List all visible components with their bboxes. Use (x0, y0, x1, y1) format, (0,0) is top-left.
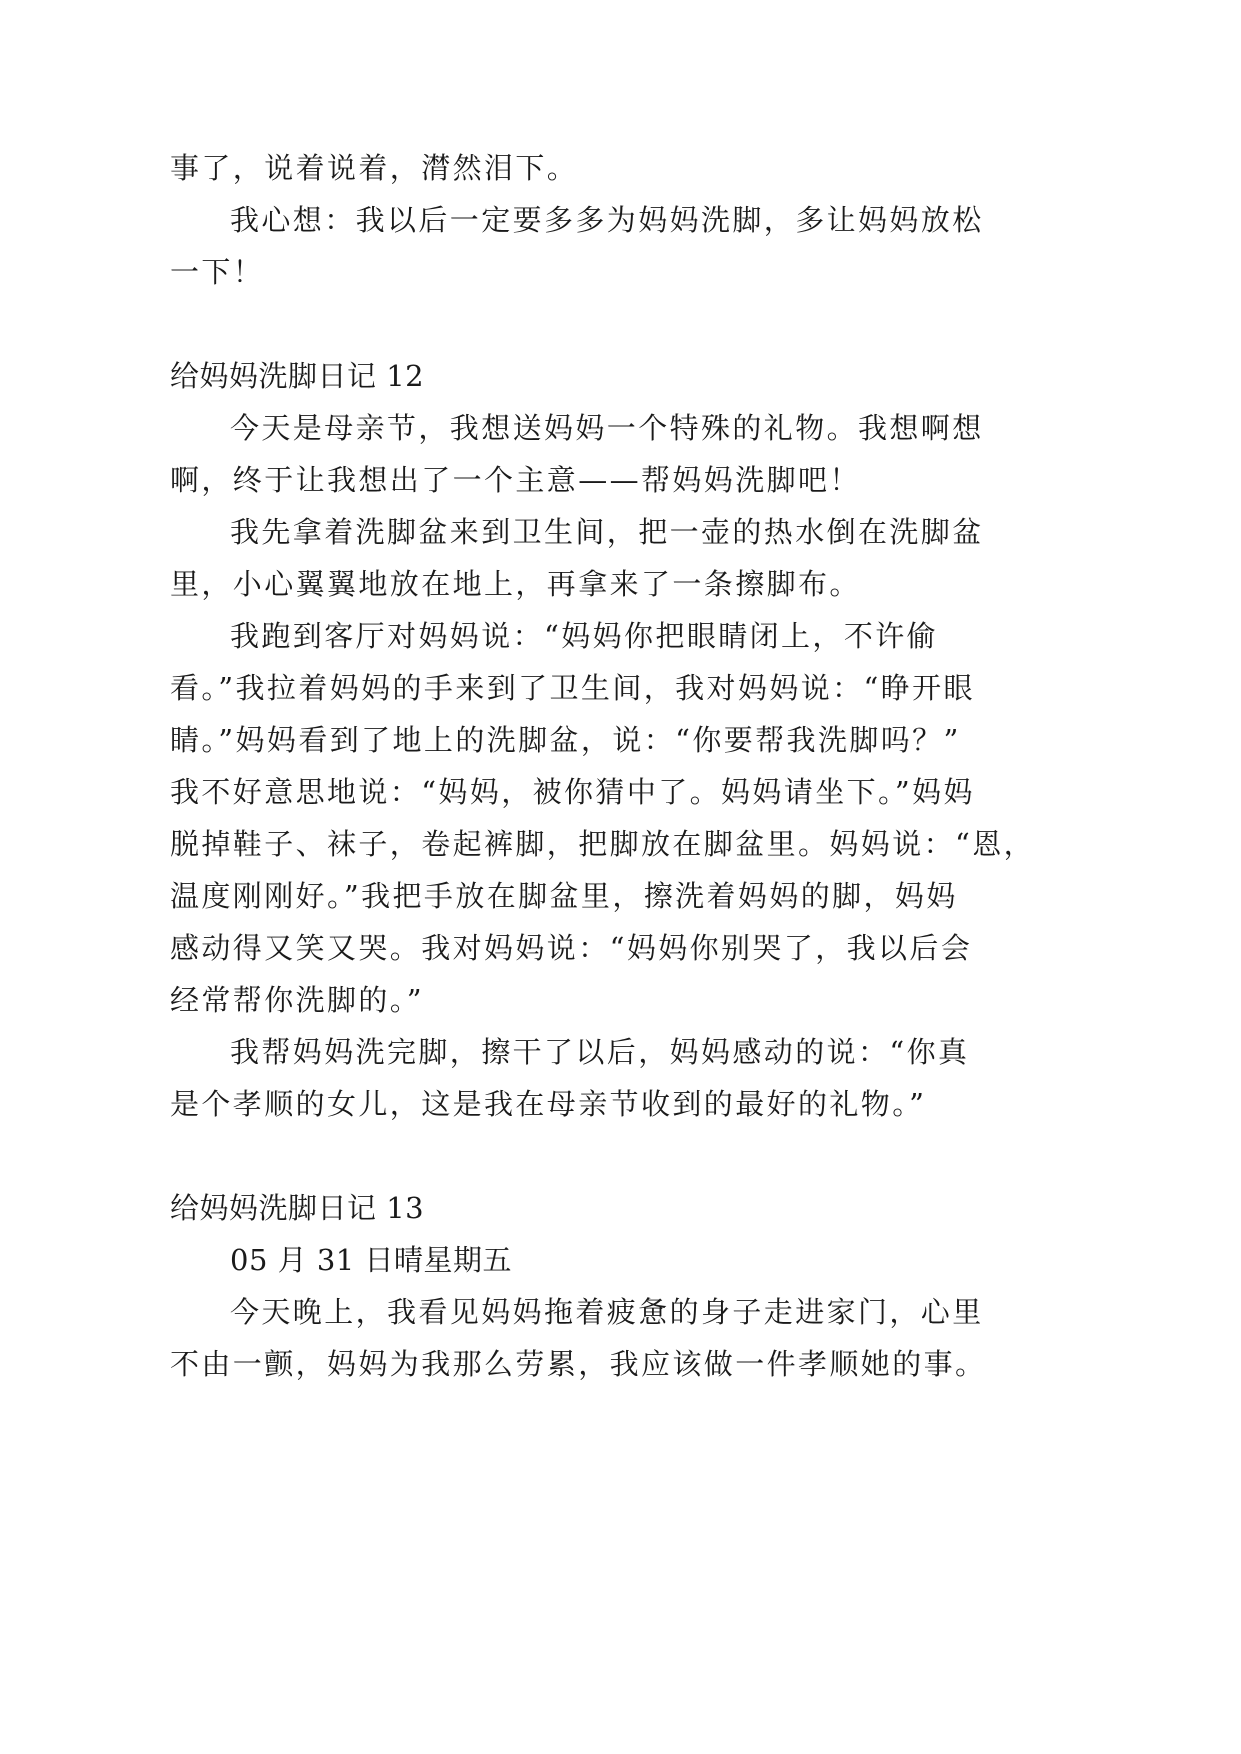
paragraph-line: 我不好意思地说：“妈妈，被你猜中了。妈妈请坐下。”妈妈 (170, 775, 975, 809)
paragraph-line: 经常帮你洗脚的。” (170, 983, 424, 1017)
paragraph-line: 我先拿着洗脚盆来到卫生间，把一壶的热水倒在洗脚盆 (230, 515, 984, 549)
paragraph-line: 看。”我拉着妈妈的手来到了卫生间，我对妈妈说：“睁开眼 (170, 671, 975, 705)
paragraph-line: 我跑到客厅对妈妈说：“妈妈你把眼睛闭上，不许偷 (230, 619, 939, 653)
paragraph-line: 我心想：我以后一定要多多为妈妈洗脚，多让妈妈放松 (230, 203, 984, 237)
paragraph-line: 事了，说着说着，潸然泪下。 (170, 151, 579, 185)
paragraph-line: 里，小心翼翼地放在地上，再拿来了一条擦脚布。 (170, 567, 861, 601)
paragraph-line: 我帮妈妈洗完脚，擦干了以后，妈妈感动的说：“你真 (230, 1035, 970, 1069)
paragraph-line: 是个孝顺的女儿，这是我在母亲节收到的最好的礼物。” (170, 1087, 927, 1121)
paragraph-line: 一下！ (170, 255, 265, 289)
paragraph-line: 睛。”妈妈看到了地上的洗脚盆，说：“你要帮我洗脚吗？” (170, 723, 961, 757)
paragraph-line: 今天晚上，我看见妈妈拖着疲惫的身子走进家门，心里 (230, 1295, 984, 1329)
paragraph-line: 感动得又笑又哭。我对妈妈说：“妈妈你别哭了，我以后会 (170, 931, 973, 965)
section-heading: 给妈妈洗脚日记 13 (170, 1191, 425, 1225)
date-line: 05 月 31 日晴星期五 (230, 1243, 512, 1277)
paragraph-line: 今天是母亲节，我想送妈妈一个特殊的礼物。我想啊想 (230, 411, 984, 445)
section-heading: 给妈妈洗脚日记 12 (170, 359, 425, 393)
paragraph-line: 不由一颤，妈妈为我那么劳累，我应该做一件孝顺她的事。 (170, 1347, 987, 1381)
paragraph-line: 温度刚刚好。”我把手放在脚盆里，擦洗着妈妈的脚，妈妈 (170, 879, 958, 913)
paragraph-line: 啊，终于让我想出了一个主意——帮妈妈洗脚吧！ (170, 463, 861, 497)
paragraph-line: 脱掉鞋子、袜子，卷起裤脚，把脚放在脚盆里。妈妈说：“恩， (170, 827, 1036, 861)
